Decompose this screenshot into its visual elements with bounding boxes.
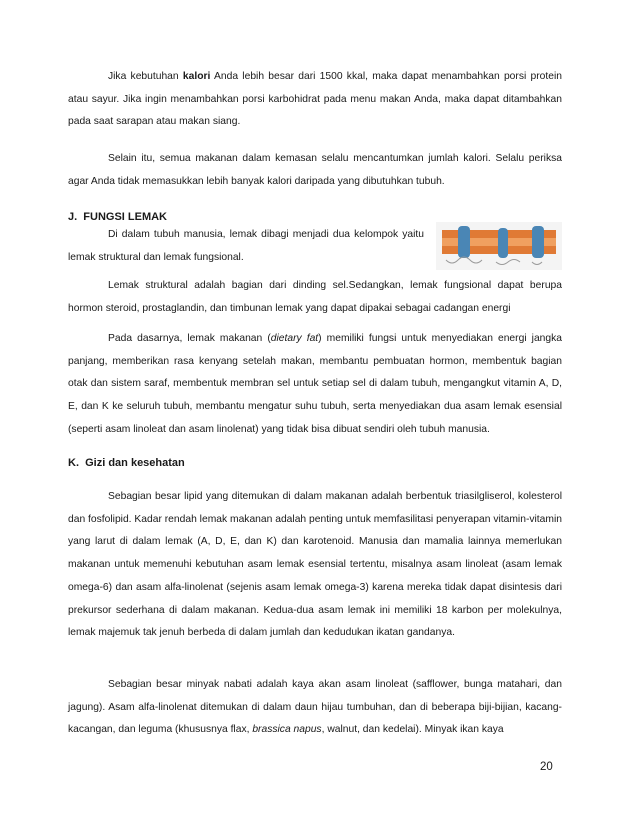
text-run: , walnut, dan kedelai). Minyak ikan kaya <box>321 724 504 736</box>
text-run: Jika kebutuhan <box>108 71 183 82</box>
heading-fungsi-lemak: J. FUNGSI LEMAK <box>68 211 168 223</box>
paragraph-linoleic-sources <box>68 674 562 742</box>
text-run: Di dalam tubuh manusia, lemak dibagi menjadi dua kelompok yaitu lemak struktural dan lemak fungsional. <box>68 229 424 263</box>
paragraph-dietary-fat <box>68 328 562 442</box>
text-run: Sebagian besar minyak nabati adalah kaya akan asam linoleat (safflower, bunga matahari, dan jagung). Asam alfa-linolenat ditemukan di dalam daun hijau tumbuhan, dan di beberapa biji-bijian, kacang-kacangan, dan leguma (khususnya flax, <box>68 679 562 736</box>
text-run: Sebagian besar lipid yang ditemukan di dalam makanan adalah berbentuk triasilgliserol, kolesterol dan fosfolipid. Kadar rendah lemak makanan adalah penting untuk memfasilitasi penyerapan vitamin-vitamin yang larut di dalam lemak (A, D, E, dan K) dan karotenoid. Manusia dan mamalia lainnya memerlukan makanan untuk memenuhi kebutuhan asam lemak esensial tertentu, misalnya asam linoleat (asam lemak omega-6) dan asam alfa-linolenat (sejenis asam lemak omega-3) karena mereka tidak dapat disintesis dari prekursor sederhana di dalam makanan. Kedua-dua asam lemak ini memiliki 18 karbon per molekulnya, lemak majemuk tak jenuh berbeda di dalam jumlah dan kedudukan ikatan gandanya. <box>68 491 562 639</box>
paragraph-structural-lipid <box>68 275 562 320</box>
text-run: Selain itu, semua makanan dalam kemasan selalu mencantumkan jumlah kalori. Selalu periksa agar Anda tidak memasukkan lebih banyak kalori daripada yang dibutuhkan tubuh. <box>68 153 562 187</box>
italic-term: brassica napus <box>252 724 322 736</box>
cell-membrane-image <box>436 222 562 270</box>
text-run: ) memiliki fungsi untuk menyediakan energi jangka panjang, memberikan rasa kenyang setelah makan, membantu pembuatan hormon, membentuk bagian otak dan sistem saraf, membentuk membran sel untuk setiap sel di dalam tubuh, mengangkut vitamin A, D, E, dan K ke seluruh tubuh, membantu mengatur suhu tubuh, serta menyediakan dua asam lemak esensial (seperti asam linoleat dan asam linolenat) yang tidak bisa dibuat sendiri oleh tubuh manusia. <box>68 333 563 435</box>
page-number: 20 <box>540 761 553 773</box>
italic-term: dietary fat <box>270 333 319 344</box>
paragraph-lipid-groups <box>68 224 424 269</box>
text-run: Lemak struktural adalah bagian dari dinding sel.Sedangkan, lemak fungsional dapat berupa hormon steroid, prostaglandin, dan timbunan lemak yang dapat dipakai sebagai cadangan energi <box>68 280 562 314</box>
text-run: Anda lebih besar dari 1500 kkal, maka dapat menambahkan porsi protein atau sayur. Jika ingin menambahkan porsi karbohidrat pada menu makan Anda, maka dapat ditambahkan pada saat sarapan atau makan siang. <box>68 71 562 128</box>
text-run: Pada dasarnya, lemak makanan ( <box>108 333 271 344</box>
heading-gizi-kesehatan: K. Gizi dan kesehatan <box>68 457 185 469</box>
bold-term: kalori <box>182 71 211 82</box>
paragraph-lipid-nutrition <box>68 486 562 645</box>
paragraph-calorie-intake <box>68 66 562 134</box>
paragraph-packaged-food <box>68 148 562 193</box>
membrane-illustration <box>436 222 562 270</box>
